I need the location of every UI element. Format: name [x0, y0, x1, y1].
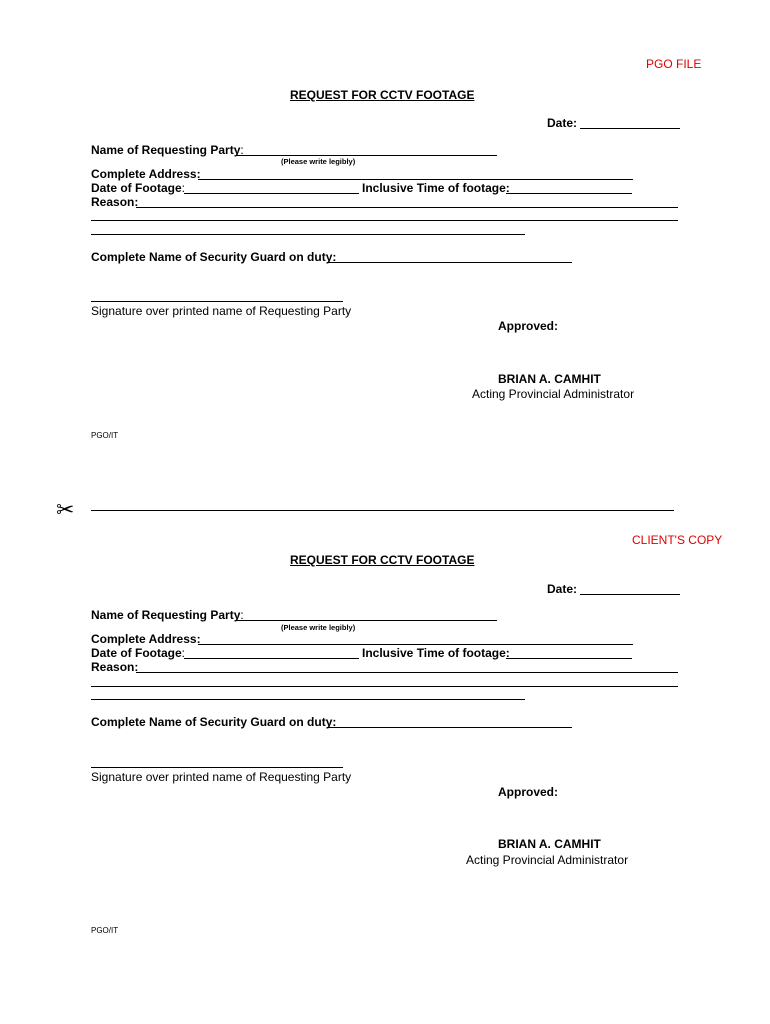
requesting-party-label: Name of Requesting Party:	[91, 608, 244, 622]
reason-field-line-1[interactable]	[136, 207, 678, 208]
reason-field-line-1[interactable]	[136, 672, 678, 673]
requesting-party-label: Name of Requesting Party:	[91, 143, 244, 157]
signature-field[interactable]	[91, 301, 343, 302]
approver-name: BRIAN A. CAMHIT	[498, 837, 601, 851]
address-label: Complete Address:	[91, 167, 201, 181]
reason-field-line-2[interactable]	[91, 686, 678, 687]
date-footage-field[interactable]	[184, 193, 359, 194]
date-footage-label: Date of Footage:	[91, 181, 186, 195]
date-label: Date:	[547, 116, 578, 130]
requesting-party-field[interactable]	[236, 155, 497, 156]
address-field[interactable]	[198, 179, 633, 180]
date-footage-field[interactable]	[184, 658, 359, 659]
security-guard-label: Complete Name of Security Guard on duty:	[91, 250, 337, 264]
reason-field-line-3[interactable]	[91, 234, 525, 235]
inclusive-time-field[interactable]	[506, 193, 632, 194]
security-guard-field[interactable]	[327, 727, 572, 728]
file-label: PGO FILE	[646, 57, 702, 71]
inclusive-time-field[interactable]	[506, 658, 632, 659]
office-code: PGO/IT	[91, 431, 119, 440]
address-field[interactable]	[198, 644, 633, 645]
signature-field[interactable]	[91, 767, 343, 768]
approved-label: Approved:	[498, 785, 558, 799]
reason-field-line-3[interactable]	[91, 699, 525, 700]
reason-field-line-2[interactable]	[91, 220, 678, 221]
signature-label: Signature over printed name of Requesting Party	[91, 770, 352, 784]
approved-label: Approved:	[498, 319, 558, 333]
approver-title: Acting Provincial Administrator	[466, 853, 629, 867]
address-label: Complete Address:	[91, 632, 201, 646]
form-title: REQUEST FOR CCTV FOOTAGE	[290, 88, 475, 102]
date-field[interactable]	[580, 128, 680, 129]
security-guard-field[interactable]	[327, 262, 572, 263]
legibly-note: (Please write legibly)	[281, 157, 356, 166]
legibly-note: (Please write legibly)	[281, 623, 356, 632]
date-field[interactable]	[580, 594, 680, 595]
reason-label: Reason:	[91, 660, 139, 674]
approver-name: BRIAN A. CAMHIT	[498, 372, 601, 386]
inclusive-time-label: Inclusive Time of footage:	[362, 181, 510, 195]
signature-label: Signature over printed name of Requesting Party	[91, 304, 352, 318]
date-footage-label: Date of Footage:	[91, 646, 186, 660]
file-label: CLIENT'S COPY	[632, 533, 723, 547]
form-title: REQUEST FOR CCTV FOOTAGE	[290, 553, 475, 567]
inclusive-time-label: Inclusive Time of footage:	[362, 646, 510, 660]
requesting-party-field[interactable]	[236, 620, 497, 621]
cut-line	[91, 510, 674, 511]
scissors-icon: ✂	[56, 497, 75, 522]
reason-label: Reason:	[91, 195, 139, 209]
approver-title: Acting Provincial Administrator	[472, 387, 635, 401]
date-label: Date:	[547, 582, 578, 596]
security-guard-label: Complete Name of Security Guard on duty:	[91, 715, 337, 729]
office-code: PGO/IT	[91, 926, 119, 935]
